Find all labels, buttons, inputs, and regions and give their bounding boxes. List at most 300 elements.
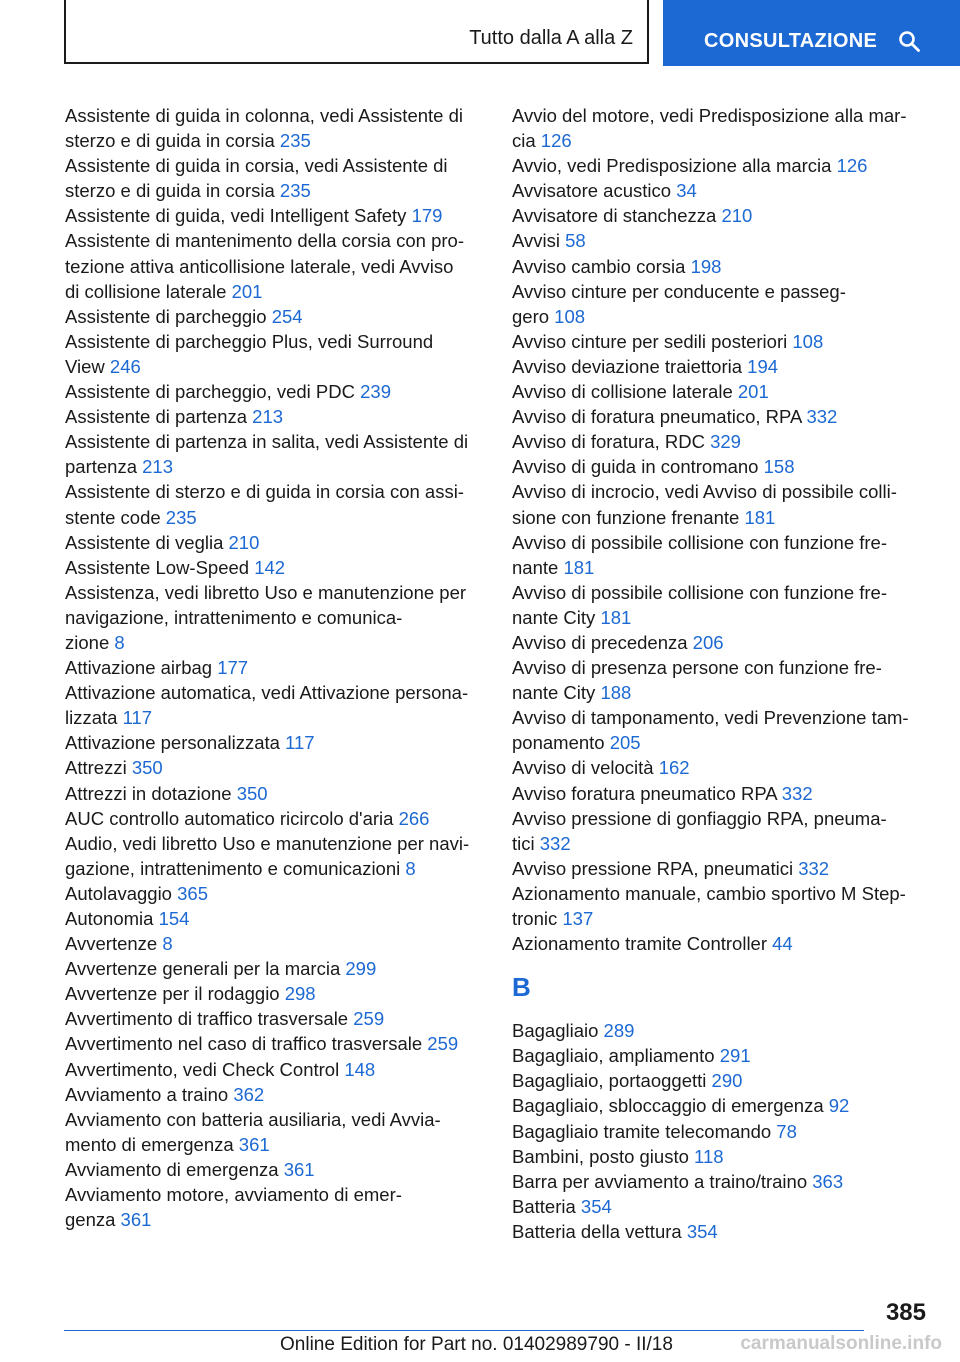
index-entry [65, 329, 485, 379]
entry-term: Azionamento tramite Controller [512, 933, 767, 955]
index-column-left [65, 103, 485, 1232]
page-link[interactable]: 118 [694, 1145, 724, 1167]
page-link[interactable]: 78 [776, 1120, 797, 1142]
page-link[interactable]: 162 [658, 757, 690, 779]
footer-divider [64, 1330, 864, 1331]
entry-term: Avvertimento, vedi Check Control [65, 1058, 340, 1080]
entry-term: View [65, 355, 105, 377]
entry-text [512, 1144, 932, 1169]
entry-text [512, 404, 932, 429]
index-entry [65, 580, 485, 655]
index-entry [65, 1157, 485, 1182]
entry-text [65, 881, 485, 906]
entry-text [512, 128, 932, 153]
entry-text [512, 454, 932, 479]
entry-text: Attivazione automatica, vedi Attivazione persona‐ [65, 682, 469, 704]
entry-text [512, 856, 932, 881]
entry-text [512, 1018, 932, 1043]
entry-term: sterzo e di guida in corsia [65, 180, 275, 202]
index-entry [65, 429, 485, 479]
entry-text [512, 680, 932, 705]
page-link[interactable]: 332 [781, 782, 813, 804]
page-link[interactable]: 158 [763, 456, 795, 478]
entry-term: Avvertenze [65, 933, 158, 955]
page-link[interactable]: 137 [562, 908, 594, 929]
watermark: carmanualsonline.info [740, 1333, 942, 1354]
page-link[interactable]: 44 [772, 933, 793, 955]
index-entry [512, 705, 932, 755]
entry-text [65, 705, 485, 730]
entry-text [512, 505, 932, 530]
entry-text [65, 1132, 485, 1157]
entry-text: tezione attiva anticollisione laterale, vedi Avviso [65, 255, 454, 277]
entry-text: Avviso di tamponamento, vedi Prevenzione tam‐ [512, 707, 909, 729]
index-entry [512, 655, 932, 705]
entry-text: Audio, vedi libretto Uso e manutenzione per navi‐ [65, 832, 470, 854]
index-entry [512, 254, 932, 279]
entry-text [512, 228, 932, 253]
index-entry [512, 1169, 932, 1194]
entry-text [65, 530, 485, 555]
page-link[interactable]: 289 [603, 1020, 635, 1042]
entry-term: ponamento [512, 732, 605, 754]
entry-text [512, 605, 932, 630]
entry-text: Azionamento manuale, cambio sportivo M Step‐ [512, 882, 906, 904]
entry-text: navigazione, intrattenimento e comunica‐ [65, 606, 403, 628]
entry-text: Assistente di parcheggio Plus, vedi Surround [65, 330, 434, 352]
entry-text [512, 1093, 932, 1118]
entry-text [65, 279, 485, 304]
entry-term: Bagagliaio, ampliamento [512, 1045, 715, 1067]
tab-tutto-dalla-a-alla-z[interactable] [64, 0, 649, 64]
entry-text: Avviso di possibile collisione con funzione fre‐ [512, 581, 887, 603]
entry-text [65, 555, 485, 580]
index-entry [65, 931, 485, 956]
entry-text [65, 755, 485, 780]
entry-term: Bambini, posto giusto [512, 1145, 689, 1167]
entry-text [512, 354, 932, 379]
page-link[interactable]: 148 [344, 1058, 376, 1080]
index-entry [65, 1107, 485, 1157]
index-entry [65, 228, 485, 303]
entry-text [65, 1031, 485, 1056]
entry-term: Assistente di parcheggio, vedi PDC [65, 381, 355, 403]
entry-text [512, 178, 932, 203]
entry-term: sione con funzione frenante [512, 506, 740, 528]
entry-term: zione [65, 631, 110, 653]
entry-text [512, 304, 932, 329]
entry-term: Autolavaggio [65, 882, 172, 904]
entry-text [65, 956, 485, 981]
page-link[interactable]: 362 [233, 1083, 265, 1105]
index-entry [512, 354, 932, 379]
index-entry [512, 379, 932, 404]
entry-term: Attivazione airbag [65, 657, 213, 679]
entry-term: Assistente di veglia [65, 531, 224, 553]
index-entry [512, 755, 932, 780]
entry-text [65, 1082, 485, 1107]
index-entry [65, 555, 485, 580]
page-link[interactable]: 246 [109, 355, 141, 377]
index-entry [512, 279, 932, 329]
entry-term: Avviso di foratura, RDC [512, 431, 705, 453]
index-entry [65, 530, 485, 555]
index-entry [65, 203, 485, 228]
entry-term: Avviso deviazione traiettoria [512, 355, 743, 377]
page-link[interactable]: 354 [580, 1195, 612, 1217]
entry-text [65, 379, 485, 404]
entry-term: Attrezzi [65, 757, 127, 779]
entry-term: Avvertenze per il rodaggio [65, 983, 280, 1005]
entry-text [512, 429, 932, 454]
page-link[interactable]: 126 [836, 155, 868, 177]
entry-text [65, 981, 485, 1006]
entry-term: tronic [512, 908, 558, 929]
page-link[interactable]: 332 [806, 406, 838, 428]
index-entry [65, 1082, 485, 1107]
entry-text: Assistente di mantenimento della corsia con pro‐ [65, 230, 464, 252]
entry-text [512, 203, 932, 228]
page-link[interactable]: 179 [411, 205, 443, 227]
entry-text [65, 454, 485, 479]
entry-text: Assistenza, vedi libretto Uso e manutenzione per [65, 581, 467, 603]
page-link[interactable]: 92 [828, 1095, 850, 1117]
index-entry [512, 1219, 932, 1244]
page-link[interactable]: 181 [744, 506, 776, 528]
page-link[interactable]: 235 [165, 506, 197, 528]
page-link[interactable]: 154 [158, 908, 190, 929]
page-link[interactable]: 259 [427, 1033, 459, 1055]
search-icon[interactable] [897, 29, 921, 53]
entry-text [65, 906, 485, 931]
entry-text [65, 203, 485, 228]
entry-term: Avvertimento nel caso di traffico trasversale [65, 1033, 423, 1055]
index-entry [512, 329, 932, 354]
entry-text [512, 630, 932, 655]
page-link[interactable]: 210 [721, 205, 753, 227]
entry-text [65, 806, 485, 831]
page-link[interactable]: 58 [565, 230, 586, 252]
entry-term: nante City [512, 606, 596, 628]
index-entry [512, 1043, 932, 1068]
page-link[interactable]: 142 [254, 556, 286, 578]
page-link[interactable]: 332 [539, 832, 571, 854]
page-link[interactable]: 298 [284, 983, 316, 1005]
index-column-right [512, 103, 932, 1244]
page-link[interactable]: 194 [747, 355, 779, 377]
page-link[interactable]: 108 [792, 330, 824, 352]
index-entry [65, 806, 485, 831]
tab-label: Tutto dalla A alla Z [469, 27, 633, 49]
index-entry [512, 479, 932, 529]
entry-text [512, 1219, 932, 1244]
entry-text [65, 304, 485, 329]
entry-text: Assistente di guida in corsia, vedi Assistente di [65, 155, 448, 177]
entry-term: Avviso di foratura pneumatico, RPA [512, 406, 802, 428]
entry-term: Avviso foratura pneumatico RPA [512, 782, 777, 804]
entry-term: Avviso pressione RPA, pneumatici [512, 857, 794, 879]
page-link[interactable]: 181 [600, 606, 632, 628]
page-link[interactable]: 201 [737, 381, 769, 403]
page-header [0, 0, 960, 66]
index-entry [512, 1194, 932, 1219]
entry-text: Avvio del motore, vedi Predisposizione alla mar‐ [512, 105, 907, 126]
entry-text [512, 1043, 932, 1068]
entry-text [512, 1068, 932, 1093]
entry-term: gazione, intrattenimento e comunicazioni [65, 857, 401, 879]
page-link[interactable]: 188 [600, 682, 632, 704]
index-entry [65, 655, 485, 680]
entry-text [65, 354, 485, 379]
index-entry [512, 781, 932, 806]
entry-term: mento di emergenza [65, 1133, 234, 1155]
index-entry [512, 1093, 932, 1118]
index-entry [65, 881, 485, 906]
entry-term: Bagagliaio tramite telecomando [512, 1120, 772, 1142]
page-link[interactable]: 117 [122, 707, 153, 729]
page-link[interactable]: 361 [283, 1158, 315, 1180]
entry-text: Avviso pressione di gonfiaggio RPA, pneuma‐ [512, 807, 887, 829]
page-link[interactable]: 354 [686, 1220, 718, 1242]
page-link[interactable]: 206 [692, 631, 724, 653]
entry-term: Assistente di guida, vedi Intelligent Safety [65, 205, 407, 227]
entry-term: Bagagliaio, portaoggetti [512, 1070, 707, 1092]
entry-text [65, 1006, 485, 1031]
entry-term: Attivazione personalizzata [65, 732, 280, 754]
index-entry [512, 153, 932, 178]
index-entry [512, 178, 932, 203]
entry-text [512, 730, 932, 755]
entry-term: partenza [65, 456, 137, 478]
entry-text [65, 856, 485, 881]
entry-text [512, 931, 932, 956]
entry-term: Avviso cambio corsia [512, 255, 686, 277]
index-entry [512, 881, 932, 931]
page-link[interactable]: 198 [690, 255, 722, 277]
page-link[interactable]: 8 [114, 631, 125, 653]
page-link[interactable]: 34 [676, 180, 697, 202]
index-entry [65, 304, 485, 329]
entry-text: Assistente di guida in colonna, vedi Assistente di [65, 105, 463, 126]
index-entry [512, 103, 932, 153]
page-link[interactable]: 350 [131, 757, 163, 779]
index-entry [512, 203, 932, 228]
page-link[interactable]: 329 [710, 431, 741, 453]
entry-text [512, 781, 932, 806]
index-entry [65, 404, 485, 429]
page-link[interactable]: 213 [142, 456, 174, 478]
page-link[interactable]: 8 [162, 933, 173, 955]
index-entry [512, 806, 932, 856]
index-entry [512, 454, 932, 479]
index-entry [512, 228, 932, 253]
entry-text: Avviso di possibile collisione con funzione fre‐ [512, 531, 887, 553]
index-entry [65, 1057, 485, 1082]
entry-term: Avviso di precedenza [512, 631, 688, 653]
page-link[interactable]: 299 [345, 958, 377, 980]
entry-term: nante City [512, 682, 596, 704]
index-entry [65, 781, 485, 806]
entry-term: Assistente Low-Speed [65, 556, 250, 578]
entry-term: Avvertimento di traffico trasversale [65, 1008, 349, 1030]
entry-text [512, 254, 932, 279]
page-link[interactable]: 365 [177, 882, 208, 904]
entry-text [65, 505, 485, 530]
entry-text [512, 1119, 932, 1144]
tab-label: CONSULTAZIONE [704, 30, 878, 52]
tab-consultazione[interactable] [663, 0, 960, 66]
entry-text [512, 153, 932, 178]
index-entries-a [512, 103, 932, 956]
index-entry [65, 1031, 485, 1056]
entry-text [65, 1057, 485, 1082]
page-number: 385 [885, 1299, 926, 1326]
entry-term: gero [512, 305, 550, 327]
entry-term: Assistente di partenza [65, 406, 248, 428]
entry-text [65, 1157, 485, 1182]
entry-term: Bagagliaio [512, 1020, 599, 1042]
entry-text [65, 404, 485, 429]
entry-term: Avvisi [512, 230, 560, 252]
entry-text [512, 906, 932, 931]
entry-text [65, 128, 485, 153]
page-link[interactable]: 235 [279, 180, 311, 202]
entry-text [65, 730, 485, 755]
entry-text [512, 329, 932, 354]
page-link[interactable]: 291 [719, 1045, 751, 1067]
index-entry [512, 429, 932, 454]
index-entry [512, 856, 932, 881]
index-entry [512, 1068, 932, 1093]
page-link[interactable]: 205 [609, 732, 641, 754]
page-link[interactable]: 363 [812, 1170, 844, 1192]
page-link[interactable]: 117 [285, 732, 315, 754]
entry-text: Avviso di presenza persone con funzione fre‐ [512, 657, 882, 679]
entry-term: tici [512, 832, 535, 854]
index-entry [65, 906, 485, 931]
entry-term: Avvisatore di stanchezza [512, 205, 717, 227]
page-link[interactable]: 350 [236, 782, 268, 804]
entry-term: genza [65, 1209, 116, 1231]
entry-text: Assistente di sterzo e di guida in corsia con assi‐ [65, 481, 464, 503]
entry-term: Avviso di velocità [512, 757, 654, 779]
entry-term: Avviso di guida in contromano [512, 456, 759, 478]
index-entry [65, 1182, 485, 1232]
index-entry [65, 479, 485, 529]
entry-term: Autonomia [65, 908, 154, 929]
entry-term: Avviso cinture per sedili posteriori [512, 330, 788, 352]
page-link[interactable]: 259 [353, 1008, 385, 1030]
entry-text: Avviso cinture per conducente e passeg‐ [512, 280, 846, 302]
entry-term: nante [512, 556, 559, 578]
page-link[interactable]: 361 [120, 1209, 152, 1231]
page-link[interactable]: 266 [398, 807, 430, 829]
entry-text [512, 379, 932, 404]
page-link[interactable]: 235 [279, 130, 311, 152]
entry-term: Avvisatore acustico [512, 180, 672, 202]
entry-text: Avviamento motore, avviamento di emer‐ [65, 1184, 402, 1206]
entry-text [512, 555, 932, 580]
entry-term: Avviamento di emergenza [65, 1158, 279, 1180]
entry-term: stente code [65, 506, 161, 528]
entry-term: Bagagliaio, sbloccaggio di emergenza [512, 1095, 824, 1117]
index-entry [65, 103, 485, 153]
entry-term: AUC controllo automatico ricircolo d'aria [65, 807, 394, 829]
edition-footer: Online Edition for Part no. 01402989790 - II/18 [280, 1334, 673, 1355]
entry-text [512, 1169, 932, 1194]
index-entry [512, 580, 932, 630]
index-entry [65, 730, 485, 755]
entry-term: Attrezzi in dotazione [65, 782, 232, 804]
page-link[interactable]: 213 [252, 406, 284, 428]
index-entry [65, 153, 485, 203]
entry-text: Avviamento con batteria ausiliaria, vedi Avvia‐ [65, 1108, 441, 1130]
index-entry [65, 755, 485, 780]
index-entry [65, 956, 485, 981]
entry-text [65, 655, 485, 680]
page-link[interactable]: 177 [217, 657, 249, 679]
entry-text [65, 630, 485, 655]
entry-term: sterzo e di guida in corsia [65, 130, 275, 152]
index-entry [65, 680, 485, 730]
index-entry [512, 530, 932, 580]
index-entry [65, 981, 485, 1006]
entry-text: Assistente di partenza in salita, vedi Assistente di [65, 431, 469, 453]
entry-text [65, 178, 485, 203]
page-link[interactable]: 290 [711, 1070, 743, 1092]
index-entry [512, 1119, 932, 1144]
section-letter-b: B [512, 972, 531, 1003]
entry-term: Avvio, vedi Predisposizione alla marcia [512, 155, 832, 177]
index-entry [65, 379, 485, 404]
index-entry [512, 1144, 932, 1169]
page-link[interactable]: 210 [228, 531, 260, 553]
entry-term: Avviamento a traino [65, 1083, 229, 1105]
entry-term: Barra per avviamento a traino/traino [512, 1170, 808, 1192]
page-link[interactable]: 239 [360, 381, 391, 403]
entry-text [65, 931, 485, 956]
entry-text [512, 831, 932, 856]
entry-text [65, 781, 485, 806]
page-link[interactable]: 181 [563, 556, 595, 578]
page-link[interactable]: 8 [405, 857, 416, 879]
index-entry [65, 1006, 485, 1031]
page-link[interactable]: 201 [231, 280, 263, 302]
entry-term: Assistente di parcheggio [65, 305, 267, 327]
entry-term: Batteria della vettura [512, 1220, 682, 1242]
index-entry [65, 831, 485, 881]
page-link[interactable]: 108 [554, 305, 586, 327]
index-entry [512, 931, 932, 956]
entry-text [512, 755, 932, 780]
index-entry [512, 1018, 932, 1043]
entry-term: Avviso di collisione laterale [512, 381, 733, 403]
index-entry [512, 404, 932, 429]
entry-term: Avvertenze generali per la marcia [65, 958, 341, 980]
entry-text [512, 1194, 932, 1219]
entry-term: lizzata [65, 707, 118, 729]
entry-text [65, 1207, 485, 1232]
entry-text: Avviso di incrocio, vedi Avviso di possibile colli‐ [512, 481, 897, 503]
page-link[interactable]: 254 [271, 305, 303, 327]
entry-term: cia [512, 130, 536, 152]
entry-term: Batteria [512, 1195, 576, 1217]
entry-term: di collisione laterale [65, 280, 227, 302]
page-link[interactable]: 126 [540, 130, 572, 152]
index-entries-b [512, 1018, 932, 1244]
page-link[interactable]: 361 [238, 1133, 270, 1155]
page-link[interactable]: 332 [798, 857, 830, 879]
